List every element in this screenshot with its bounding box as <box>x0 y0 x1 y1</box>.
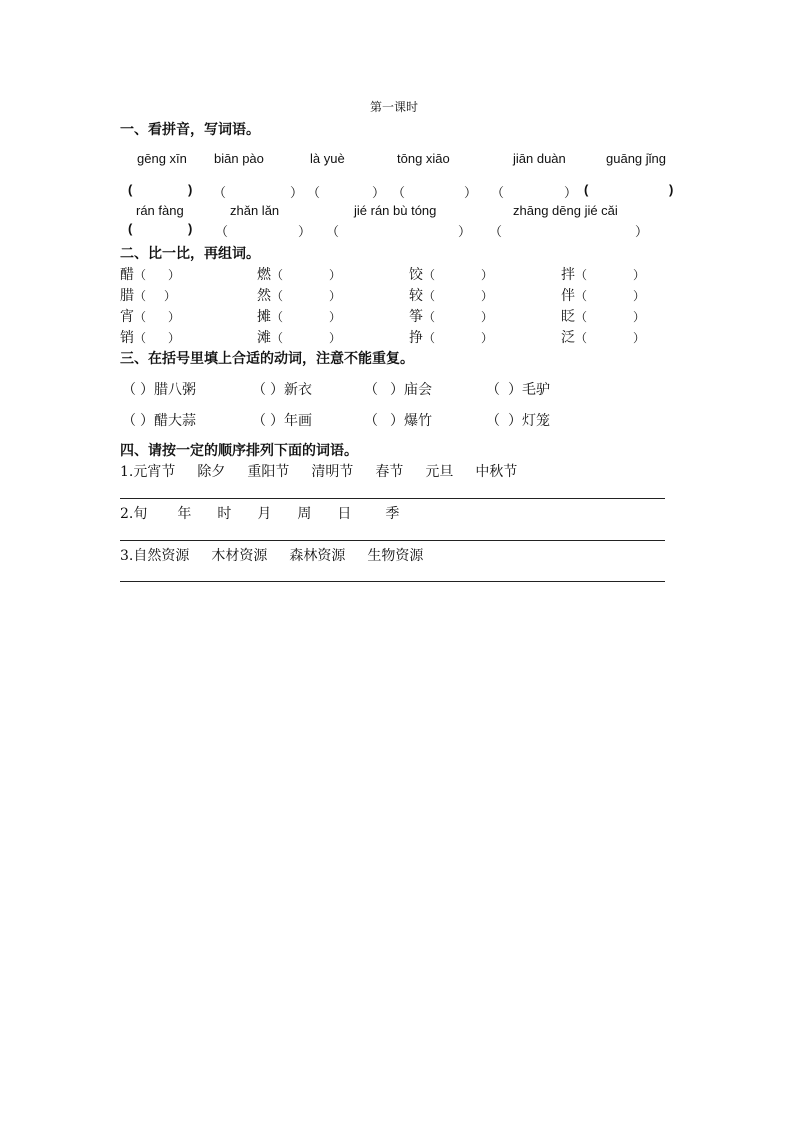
verb-blank: （ ）年画 <box>252 413 312 429</box>
section-3-heading: 三、在括号里填上合适的动词，注意不能重复。 <box>120 351 414 367</box>
compare-char: 泛（ ） <box>561 330 646 346</box>
compare-char: 摊（ ） <box>257 309 342 325</box>
answer-bracket-open: （ <box>307 185 321 200</box>
section-1-heading: 一、看拼音，写词语。 <box>120 122 260 138</box>
verb-blank: （ ）新衣 <box>252 382 312 398</box>
answer-bracket-open: （ <box>213 185 227 200</box>
answer-bracket-close: ） <box>290 185 304 200</box>
pinyin-item: jiān duàn <box>513 151 566 166</box>
answer-line <box>120 498 665 499</box>
compare-char: 拌（ ） <box>561 267 646 283</box>
pinyin-item: là yuè <box>310 151 345 166</box>
pinyin-item: zhǎn lǎn <box>230 203 280 218</box>
answer-bracket-open: ( <box>128 221 133 236</box>
verb-blank: （ ）灯笼 <box>486 413 550 429</box>
compare-char: 较（ ） <box>409 288 494 304</box>
answer-bracket-close: ） <box>464 185 478 200</box>
answer-bracket-close: ) <box>188 182 193 197</box>
verb-blank: （ ）爆竹 <box>364 413 432 429</box>
page-title: 第一课时 <box>370 100 419 114</box>
answer-bracket-close: ) <box>188 221 193 236</box>
pinyin-item: zhāng dēng jié cǎi <box>513 203 618 218</box>
section-2-heading: 二、比一比，再组词。 <box>120 246 260 262</box>
answer-line <box>120 581 665 582</box>
pinyin-item: jié rán bù tóng <box>354 203 437 218</box>
compare-char: 滩（ ） <box>257 330 342 346</box>
order-item-3: 3.自然资源 木材资源 森林资源 生物资源 <box>120 548 424 564</box>
compare-char: 挣（ ） <box>409 330 494 346</box>
compare-char: 醋（ ） <box>120 267 181 283</box>
compare-char: 然（ ） <box>257 288 342 304</box>
pinyin-item: rán fàng <box>136 203 184 218</box>
pinyin-item: biān pào <box>214 151 264 166</box>
pinyin-item: guāng jǐng <box>606 151 666 166</box>
answer-bracket-open: ( <box>128 182 133 197</box>
verb-blank: （ ）醋大蒜 <box>122 413 196 429</box>
pinyin-item: gēng xīn <box>137 151 187 166</box>
section-4-heading: 四、请按一定的顺序排列下面的词语。 <box>120 443 358 459</box>
compare-char: 腊（ ） <box>120 288 177 304</box>
answer-bracket-open: ( <box>584 182 589 197</box>
order-item-1: 1.元宵节 除夕 重阳节 清明节 春节 元旦 中秋节 <box>120 464 518 480</box>
compare-char: 燃（ ） <box>257 267 342 283</box>
order-item-2: 2.旬 年 时 月 周 日 季 <box>120 506 400 522</box>
answer-bracket-close: ) <box>669 182 674 197</box>
answer-bracket-close: ） <box>564 185 578 200</box>
verb-blank: （ ）庙会 <box>364 382 432 398</box>
compare-char: 饺（ ） <box>409 267 494 283</box>
answer-line <box>120 540 665 541</box>
compare-char: 眨（ ） <box>561 309 646 325</box>
answer-bracket-close: ） <box>635 224 649 239</box>
answer-bracket-open: （ <box>392 185 406 200</box>
answer-bracket-open: （ <box>489 224 503 239</box>
answer-bracket-open: （ <box>326 224 340 239</box>
verb-blank: （ ）毛驴 <box>486 382 550 398</box>
answer-bracket-open: （ <box>215 224 229 239</box>
compare-char: 宵（ ） <box>120 309 181 325</box>
compare-char: 销（ ） <box>120 330 181 346</box>
pinyin-item: tōng xiāo <box>397 151 450 166</box>
answer-bracket-close: ） <box>372 185 386 200</box>
answer-bracket-open: （ <box>491 185 505 200</box>
compare-char: 伴（ ） <box>561 288 646 304</box>
answer-bracket-close: ） <box>298 224 312 239</box>
answer-bracket-close: ） <box>458 224 472 239</box>
verb-blank: （ ）腊八粥 <box>122 382 196 398</box>
compare-char: 筝（ ） <box>409 309 494 325</box>
